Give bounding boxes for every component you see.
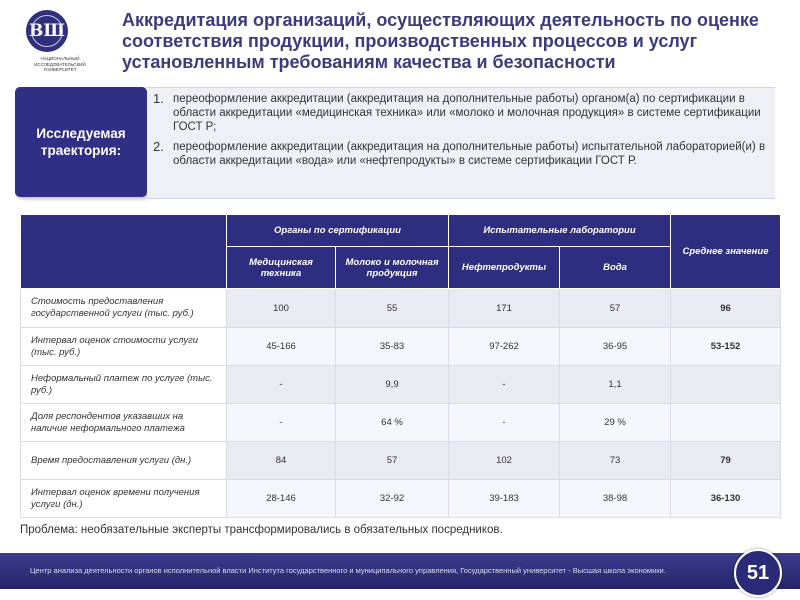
header-group-labs: Испытательные лаборатории bbox=[449, 215, 671, 247]
table-row bbox=[21, 442, 781, 480]
page-number-badge: 51 bbox=[734, 549, 782, 597]
cell-value: 55 bbox=[336, 289, 449, 328]
header-milk-products: Молоко и молочная продукция bbox=[336, 247, 449, 289]
trajectory-item-text: переоформление аккредитации (аккредитация на дополнительные работы) испытательной лабораторией(и) в области аккредитации «вода» или «нефтепродукты» в системе сертификации ГОСТ Р. bbox=[173, 141, 766, 167]
cell-value: 64 % bbox=[336, 404, 449, 442]
footer-text: Центр анализа деятельности органов исполнительной власти Института государственного и муниципального управления, Государственный университет - Высшая школа экономики. bbox=[30, 566, 666, 575]
cell-value: 36-95 bbox=[560, 328, 671, 366]
trajectory-item bbox=[153, 92, 767, 134]
cell-value: 45-166 bbox=[227, 328, 336, 366]
table-row bbox=[21, 404, 781, 442]
trajectory-item-text: переоформление аккредитации (аккредитация на дополнительные работы) органом(а) по сертификации в области аккредитации «медицинская техника» или «молоко и молочная продукция» в системе сертификации ГОСТ Р; bbox=[173, 93, 761, 133]
cell-value: 9,9 bbox=[336, 366, 449, 404]
logo-emblem-icon bbox=[26, 10, 68, 52]
row-label: Интервал оценок времени получения услуги (дн.) bbox=[21, 480, 227, 518]
cell-value: - bbox=[227, 404, 336, 442]
cell-value: 28-146 bbox=[227, 480, 336, 518]
cell-value: 29 % bbox=[560, 404, 671, 442]
trajectory-item-number: 1. bbox=[153, 91, 164, 106]
cell-avg bbox=[671, 404, 781, 442]
cell-value: 100 bbox=[227, 289, 336, 328]
cell-value: 57 bbox=[560, 289, 671, 328]
row-label: Неформальный платеж по услуге (тыс. руб.) bbox=[21, 366, 227, 404]
trajectory-label-box bbox=[15, 87, 147, 197]
header-avg: Среднее значение bbox=[671, 215, 781, 289]
cell-value: 73 bbox=[560, 442, 671, 480]
row-label: Интервал оценок стоимости услуги (тыс. руб.) bbox=[21, 328, 227, 366]
header-group-cert: Органы по сертификации bbox=[227, 215, 449, 247]
header-blank-cell bbox=[21, 215, 227, 289]
cell-value: 32-92 bbox=[336, 480, 449, 518]
header-oil-products: Нефтепродукты bbox=[449, 247, 560, 289]
cell-avg: 96 bbox=[671, 289, 781, 328]
table-row bbox=[21, 366, 781, 404]
trajectory-panel bbox=[147, 87, 775, 199]
cell-value: 57 bbox=[336, 442, 449, 480]
trajectory-item bbox=[153, 140, 767, 168]
page-title: Аккредитация организаций, осуществляющих деятельность по оценке соответствия продукции, производственных процессов и услуг установленным требованиям качества и безопасности bbox=[122, 10, 759, 72]
logo-monogram-icon: ВШ bbox=[29, 21, 65, 41]
cell-value: 35-83 bbox=[336, 328, 449, 366]
problem-statement: Проблема: необязательные эксперты трансформировались в обязательных посредников. bbox=[20, 524, 503, 536]
cell-value: 1,1 bbox=[560, 366, 671, 404]
cell-value: - bbox=[449, 404, 560, 442]
cell-value: 171 bbox=[449, 289, 560, 328]
cell-value: 84 bbox=[227, 442, 336, 480]
cell-avg: 79 bbox=[671, 442, 781, 480]
data-table bbox=[20, 214, 781, 518]
trajectory-list bbox=[147, 88, 775, 168]
row-label: Стоимость предоставления государственной услуги (тыс. руб.) bbox=[21, 289, 227, 328]
logo-caption: НАЦИОНАЛЬНЫЙ ИССЛЕДОВАТЕЛЬСКИЙ УНИВЕРСИТЕТ bbox=[34, 56, 86, 72]
header-medical-tech: Медицинская техника bbox=[227, 247, 336, 289]
cell-avg bbox=[671, 366, 781, 404]
cell-value: 39-183 bbox=[449, 480, 560, 518]
cell-value: 97-262 bbox=[449, 328, 560, 366]
header-water: Вода bbox=[560, 247, 671, 289]
cell-value: - bbox=[227, 366, 336, 404]
row-label: Время предоставления услуги (дн.) bbox=[21, 442, 227, 480]
cell-avg: 36-130 bbox=[671, 480, 781, 518]
row-label: Доля респондентов указавших на наличие неформального платежа bbox=[21, 404, 227, 442]
cell-value: - bbox=[449, 366, 560, 404]
trajectory-item-number: 2. bbox=[153, 139, 164, 154]
table-row bbox=[21, 289, 781, 328]
table-row bbox=[21, 328, 781, 366]
hse-logo bbox=[20, 10, 100, 72]
table-row bbox=[21, 480, 781, 518]
cell-value: 102 bbox=[449, 442, 560, 480]
cell-avg: 53-152 bbox=[671, 328, 781, 366]
trajectory-label: Исследуемая траектория: bbox=[36, 126, 126, 158]
footer-bar bbox=[0, 553, 800, 589]
cell-value: 38-98 bbox=[560, 480, 671, 518]
